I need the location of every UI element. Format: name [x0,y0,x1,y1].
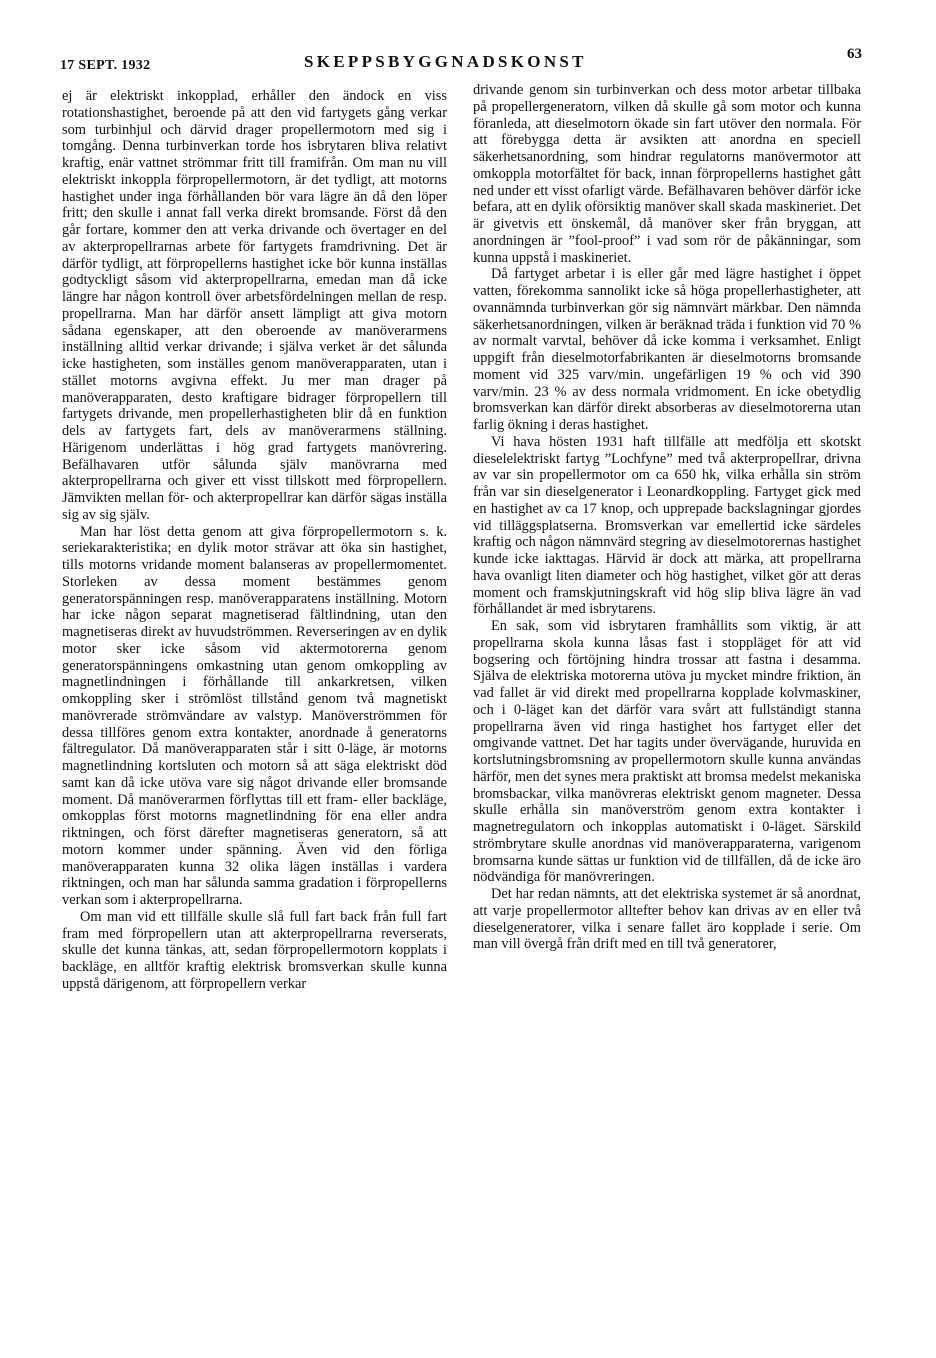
paragraph: Man har löst detta genom att giva förpropellermotorn s. k. seriekarakteristika; en dylik motor strävar att öka sin hastighet, tills motorns vridande moment balanseras av propellermomentet. Storleken av dessa moment bestämmes genom generatorspänningen resp. manöverapparatens inställning. Motorn har icke någon separat magnetiserad fältlindning, utan den magnetiseras direkt av huvudströmmen. Reverseringen av en dylik motor sker icke såsom vid aktermotorerna genom generatorspänningens omkastning utan genom omkoppling av magnetlindningen i förhållande till ankarkretsen, vilken omkoppling sker i strömlöst tillstånd genom två magnetiskt manövrerade strömvändare av valstyp. Manöverströmmen för dessa tillföres genom extra kontakter, anordnade å generatorns fältregulator. Då manöverapparaten står i sitt 0-läge, är motorns magnetlindning kortsluten och motorn så att säga elektriskt död samt kan då icke utöva vare sig något drivande eller bromsande moment. Då manöverarmen förflyttas till ett fram- eller backläge, omkopplas först motorns magnetlindning för ena eller andra riktningen, och först därefter magnetiseras generatorn, så att motorn kommer under spänning. Även vid den förliga manöverapparaten kunna 32 olika lägen inställas i vardera riktningen, och man har sålunda samma gradation i förpropellerns verkan som i akterpropellrarna. [62,523,447,908]
right-column [473,82,861,953]
paragraph: Då fartyget arbetar i is eller går med lägre hastighet i öppet vatten, förekomma sannolikt icke så höga propellerhastigheter, att ovannämnda turbinverkan gör sig nämnvärt märkbar. Den nämnda säkerhetsanordningen, vilken är beräknad träda i funktion vid 70 % av normalt varvtal, behöver då icke komma i verksamhet. Enligt uppgift från dieselmotorfabrikanten är dieselmotorns bromsande moment vid 325 varv/min. ungefärligen 19 % och vid 390 varv/min. 23 % av dess normala vridmoment. En icke obetydlig bromsverkan kan därför direkt absorberas av dieselmotorerna utan farlig ökning i deras hastighet. [473,266,861,433]
paragraph: Om man vid ett tillfälle skulle slå full fart back från full fart fram med förpropellern utan att akterpropellrarna reverserats, skulle det kunna tänkas, att, sedan förpropellermotorn kopplats i backläge, en alltför kraftig elektrisk bromsverkan skulle kunna uppstå därigenom, att förpropellern verkar [62,908,447,992]
paragraph: En sak, som vid isbrytaren framhållits som viktig, är att propellrarna skola kunna låsas fast i stoppläget för att vid bogsering och förtöjning hindra trossar att fastna i desamma. Själva de elektriska motorerna utöva ju mycket mindre friktion, än vad fallet är vid direkt med propellrarna kopplade kolvmaskiner, och i 0-läget kan det därför vara svårt att fullständigt stanna propellrarna även vid ringa hastighet hos fartyget eller det omgivande vattnet. Det har tagits under övervägande, huruvida en kortslutningsbromsning av propellermotorn skulle kunna användas härför, men det synes mera praktiskt att bromsa medelst mekaniska bromsbackar, vilka manövreras elektriskt genom magneter. Dessa skulle erhålla sin manöverström genom extra kontakter i magnetregulatorn och inkopplas automatiskt i 0-läget. Särskild strömbrytare skulle anordnas vid manöverapparaterna, varigenom bromsarna kunde sättas ur funktion vid de tillfällen, då de icke äro nödvändiga för manövreringen. [473,618,861,886]
left-column [62,88,447,993]
page-header [60,46,860,76]
journal-title: SKEPPSBYGGNADSKONST [304,52,587,71]
paragraph: Vi hava hösten 1931 haft tillfälle att medfölja ett skotskt dieselelektriskt fartyg ”Lochfyne” med två akterpropellrar, drivna av var sin propellermotor om ca 650 hk, vilka erhålla sin ström från var sin dieselgenerator i Leonardkoppling. Fartyget gick med en hastighet av ca 17 knop, och upprepade backslagningar gjordes vid tilläggsplatserna. Bromsverkan var emellertid icke särdeles kraftig och någon nämnvärd stegring av dieselmotorernas hastighet kunde icke iakttagas. Härvid är dock att märka, att propellrarna hava ovanligt liten diameter och hög hastighet, vilket gör att deras moment och framskjutningskraft vid hög slip bliva lägre än vad förhållandet är med isbrytarens. [473,433,861,618]
page-number: 63 [847,46,862,62]
issue-date: 17 SEPT. 1932 [60,58,151,73]
paragraph: Det har redan nämnts, att det elektriska systemet är så anordnat, att varje propellermotor alltefter behov kan drivas av en eller två dieselgeneratorer, vilka i senare fallet äro kopplade i serie. Om man vill övergå från drift med en till två generatorer, [473,886,861,953]
paragraph: ej är elektriskt inkopplad, erhåller den ändock en viss rotationshastighet, beroende på att den vid fartygets gång verkar som turbinhjul och därvid drager propellermotorn med sig i tomgång. Denna turbinverkan torde hos isbrytaren bliva relativt kraftig, enär vattnet strömmar fritt till framifrån. Om man nu vill elektriskt inkoppla förpropellermotorn, är det tydligt, att motorns hastighet under inga förhållanden bör vara lägre än då den löper fritt; den skulle i annat fall verka direkt bromsande. Först då den går fortare, kommer den att verka drivande och övertager en del av akterpropellrarnas arbete för fartygets framdrivning. Det är därför tydligt, att förpropellerns hastighet icke bör kunna inställas godtyckligt såsom vid akterpropellrarna, emedan man då icke längre har någon kontroll över arbetsfördelningen mellan de resp. propellrarna. Man har därför ansett lämpligt att giva motorn sådana egenskaper, att den oberoende av manöverarmens inställning alltid verkar drivande; i själva verket är det sålunda icke hastigheten, som inställes genom manöverapparaten, utan i stället motorns avgivna effekt. Ju mer man drager på manöverapparaten, desto kraftigare bidrager förpropellern till fartygets drivande, men propellerhastigheten blir då en funktion dels av fartygets fart, dels av manöverarmens ställning. Härigenom underlättas i hög grad fartygets manövrering. Befälhavaren utför sålunda själv manövrarna med akterpropellrarna och giver ett visst tillskott med förpropellern. Jämvikten mellan för- och akterpropellrar kan därför sägas inställa sig av sig själv. [62,88,447,523]
paragraph: drivande genom sin turbinverkan och dess motor arbetar tillbaka på propellergeneratorn, vilken då skulle gå som motor och kunna föranleda, att dieselmotorn ökade sin fart utöver den normala. För att förebygga detta är avsikten att anordna en speciell säkerhetsanordning, som hindrar regulatorns manövermotor att omkoppla motorfältet för back, innan förpropellerns hastighet gått ned under ett visst ofarligt värde. Befälhavaren behöver därför icke befara, att en dylik oförsiktig manöver skall skada maskineriet. Det är givetvis ett önskemål, då manöver sker från bryggan, att anordningen är ”fool-proof” i vad som rör de påkänningar, som kunna uppstå i maskineriet. [473,82,861,266]
